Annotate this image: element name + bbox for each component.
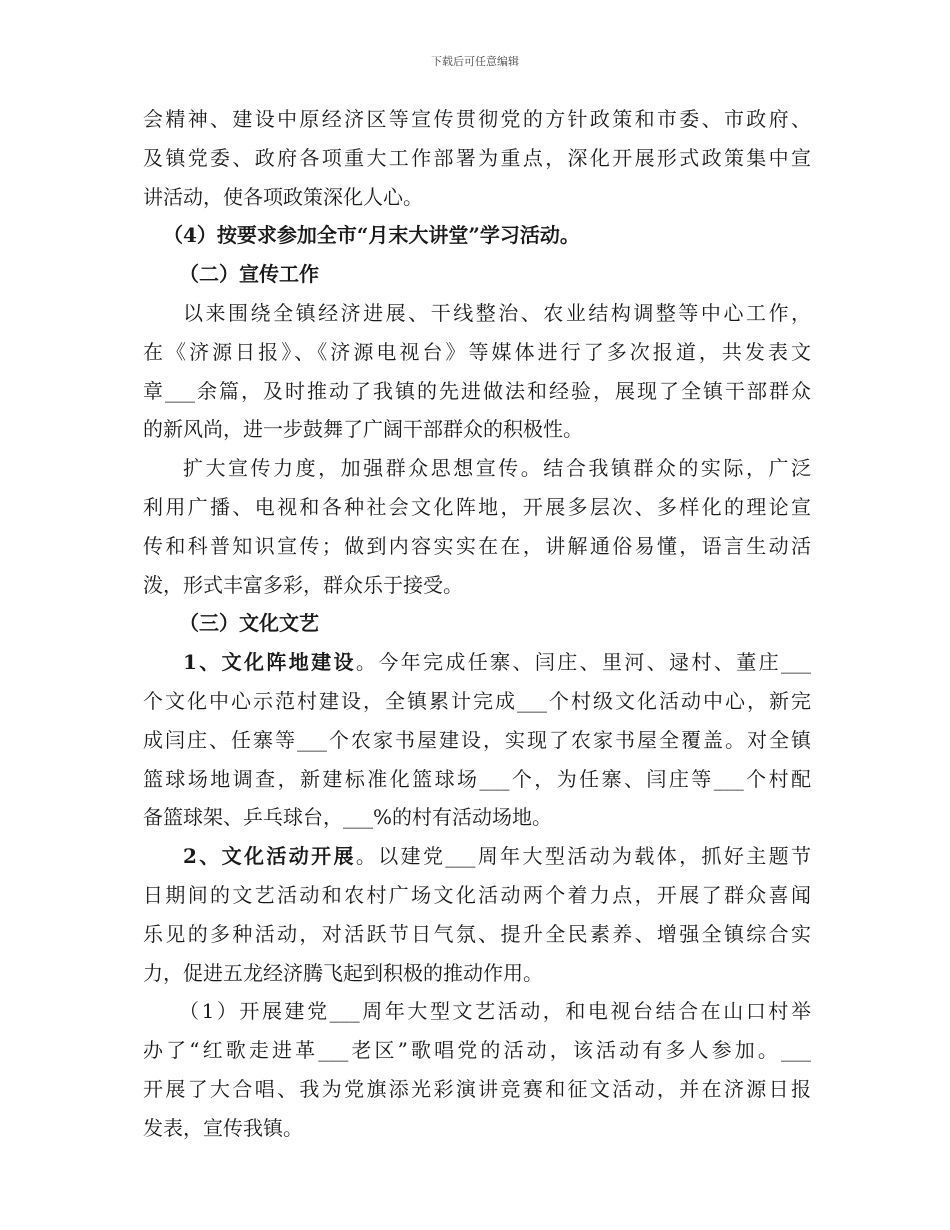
body-line: 章___余篇，及时推动了我镇的先进做法和经验，展现了全镇干部群众: [143, 378, 811, 403]
body-line: 传和科普知识宣传；做到内容实实在在，讲解通俗易懂，语言生动活: [143, 533, 811, 558]
body-line: 及镇党委、政府各项重大工作部署为重点，深化开展形式政策集中宣: [143, 145, 811, 170]
item-text: 。以建党___周年大型活动为载体，抓好主题节: [355, 844, 811, 869]
body-line: 篮球场地调查，新建标准化篮球场___个，为任寨、闫庄等___个村配: [143, 766, 811, 791]
body-line: 讲活动，使各项政策深化人心。: [143, 184, 423, 209]
document-body: [143, 100, 811, 1148]
item-heading: 2、文化活动开展: [183, 844, 356, 869]
body-line: （1）开展建党___周年大型文艺活动，和电视台结合在山口村举: [179, 999, 811, 1024]
body-line: 办了“红歌走进革___老区”歌唱党的活动，该活动有多人参加。___: [143, 1038, 811, 1063]
body-line: 利用广播、电视和各种社会文化阵地，开展多层次、多样化的理论宣: [143, 494, 811, 519]
body-line: [143, 643, 811, 682]
body-line: 会精神、建设中原经济区等宣传贯彻党的方针政策和市委、市政府、: [143, 107, 811, 131]
body-line: 日期间的文艺活动和农村广场文化活动两个着力点，开展了群众喜闻: [143, 882, 811, 907]
body-line: 备篮球架、乒乓球台，___%的村有活动场地。: [143, 805, 553, 830]
item-text: 。今年完成任寨、闫庄、里河、逯村、董庄___: [355, 650, 811, 675]
page-header-note: 下载后可任意编辑: [431, 55, 519, 68]
section-heading-publicity: （二）宣传工作: [179, 262, 319, 287]
body-line: 的新风尚，进一步鼓舞了广阔干部群众的积极性。: [143, 417, 583, 442]
body-line: 成闫庄、任寨等___个农家书屋建设，实现了农家书屋全覆盖。对全镇: [143, 727, 811, 752]
subsection-heading: （4）按要求参加全市“月末大讲堂”学习活动。: [163, 223, 580, 248]
body-line: 扩大宣传力度，加强群众思想宣传。结合我镇群众的实际，广泛: [183, 456, 811, 481]
body-line: 力，促进五龙经济腾飞起到积极的推动作用。: [143, 960, 543, 985]
body-line: 个文化中心示范村建设，全镇累计完成___个村级文化活动中心，新完: [143, 688, 811, 713]
body-line: 乐见的多种活动，对活跃节日气氛、提升全民素养、增强全镇综合实: [143, 921, 811, 946]
section-heading-culture: （三）文化文艺: [179, 611, 319, 636]
body-line: 发表，宣传我镇。: [143, 1115, 303, 1140]
body-line: 泼，形式丰富多彩，群众乐于接受。: [143, 572, 463, 597]
item-heading: 1、文化阵地建设: [183, 650, 356, 675]
body-line: 开展了大合唱、我为党旗添光彩演讲竞赛和征文活动，并在济源日报: [143, 1076, 811, 1101]
body-line: [143, 837, 811, 876]
body-line: 在《济源日报》、《济源电视台》等媒体进行了多次报道，共发表文: [143, 339, 811, 364]
body-line: 以来围绕全镇经济进展、干线整治、农业结构调整等中心工作，: [183, 300, 811, 325]
